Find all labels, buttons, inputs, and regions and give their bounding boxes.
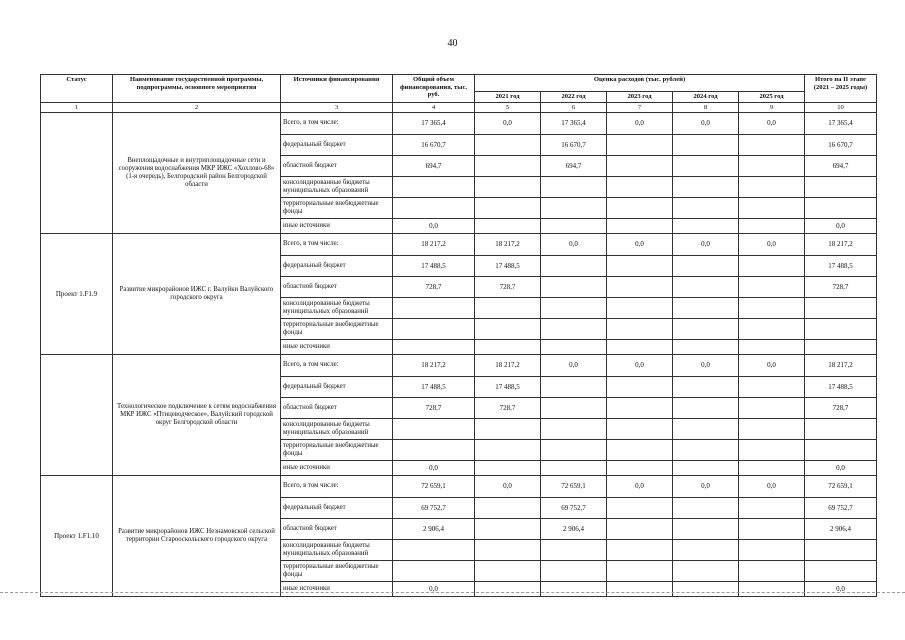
amount-cell bbox=[805, 176, 877, 197]
header-total: Общий объем финансирования, тыс. руб. bbox=[393, 75, 475, 103]
amount-cell: 0,0 bbox=[475, 475, 541, 497]
amount-cell bbox=[607, 339, 673, 354]
amount-cell bbox=[541, 376, 607, 397]
amount-cell bbox=[673, 539, 739, 560]
amount-cell bbox=[739, 276, 805, 297]
amount-cell bbox=[739, 339, 805, 354]
amount-cell bbox=[607, 460, 673, 475]
amount-cell bbox=[673, 255, 739, 276]
amount-cell bbox=[607, 255, 673, 276]
amount-cell bbox=[607, 518, 673, 539]
amount-cell bbox=[673, 176, 739, 197]
amount-cell bbox=[607, 560, 673, 581]
column-number: 4 bbox=[393, 102, 475, 112]
amount-cell bbox=[739, 176, 805, 197]
amount-cell bbox=[673, 155, 739, 176]
amount-cell bbox=[739, 418, 805, 439]
amount-cell: 0,0 bbox=[673, 112, 739, 134]
amount-cell: 728,7 bbox=[393, 276, 475, 297]
amount-cell: 0,0 bbox=[805, 581, 877, 596]
amount-cell bbox=[475, 176, 541, 197]
amount-cell: 0,0 bbox=[673, 475, 739, 497]
amount-cell bbox=[739, 218, 805, 233]
amount-cell bbox=[475, 197, 541, 218]
amount-cell bbox=[541, 460, 607, 475]
amount-cell bbox=[673, 518, 739, 539]
amount-cell bbox=[805, 197, 877, 218]
amount-cell bbox=[475, 497, 541, 518]
amount-cell: 17 365,4 bbox=[541, 112, 607, 134]
program-name-cell: Развитие микрорайонов ИЖС Незнамовской сельской территории Старооскольского городского округа bbox=[113, 475, 281, 596]
page-edge-line bbox=[0, 592, 905, 593]
amount-cell: 0,0 bbox=[541, 354, 607, 376]
header-year: 2025 год bbox=[739, 92, 805, 103]
amount-cell bbox=[541, 218, 607, 233]
amount-cell: 18 217,2 bbox=[475, 354, 541, 376]
amount-cell: 17 488,5 bbox=[393, 376, 475, 397]
header-name: Наименование государственной программы, подпрограммы, основного мероприятия bbox=[113, 75, 281, 103]
amount-cell bbox=[673, 197, 739, 218]
amount-cell: 0,0 bbox=[393, 581, 475, 596]
header-year: 2023 год bbox=[607, 92, 673, 103]
amount-cell: 728,7 bbox=[475, 397, 541, 418]
amount-cell bbox=[393, 560, 475, 581]
amount-cell: 0,0 bbox=[607, 475, 673, 497]
header-year: 2024 год bbox=[673, 92, 739, 103]
amount-cell: 69 752,7 bbox=[805, 497, 877, 518]
amount-cell bbox=[607, 376, 673, 397]
funding-source-cell: территориальные внебюджетные фонды bbox=[281, 318, 393, 339]
amount-cell bbox=[541, 418, 607, 439]
amount-cell bbox=[541, 297, 607, 318]
amount-cell: 17 488,5 bbox=[805, 255, 877, 276]
amount-cell bbox=[673, 497, 739, 518]
amount-cell: 72 659,1 bbox=[541, 475, 607, 497]
amount-cell bbox=[805, 418, 877, 439]
column-number: 3 bbox=[281, 102, 393, 112]
amount-cell bbox=[673, 318, 739, 339]
column-number: 10 bbox=[805, 102, 877, 112]
amount-cell bbox=[607, 397, 673, 418]
table-row bbox=[41, 233, 877, 255]
amount-cell bbox=[739, 560, 805, 581]
program-name-cell: Развитие микрорайонов ИЖС г. Валуйки Валуйского городского округа bbox=[113, 233, 281, 354]
amount-cell: 0,0 bbox=[607, 233, 673, 255]
amount-cell: 17 488,5 bbox=[475, 376, 541, 397]
amount-cell bbox=[673, 397, 739, 418]
amount-cell bbox=[673, 460, 739, 475]
table-row bbox=[41, 354, 877, 376]
amount-cell bbox=[541, 339, 607, 354]
amount-cell bbox=[475, 155, 541, 176]
program-name-cell: Внеплощадочные и внутриплощадочные сети и сооружения водоснабжения МКР ИЖС «Хохлово-68» (1-я очередь), Белгородский район Белгородской области bbox=[113, 112, 281, 233]
funding-source-cell: иные источники bbox=[281, 339, 393, 354]
amount-cell: 72 659,1 bbox=[393, 475, 475, 497]
funding-source-cell: территориальные внебюджетные фонды bbox=[281, 439, 393, 460]
funding-source-cell: федеральный бюджет bbox=[281, 497, 393, 518]
amount-cell: 16 670,7 bbox=[541, 134, 607, 155]
amount-cell: 694,7 bbox=[393, 155, 475, 176]
funding-source-cell: областной бюджет bbox=[281, 276, 393, 297]
amount-cell bbox=[739, 581, 805, 596]
amount-cell bbox=[475, 460, 541, 475]
amount-cell bbox=[673, 376, 739, 397]
amount-cell: 0,0 bbox=[739, 112, 805, 134]
funding-source-cell: федеральный бюджет bbox=[281, 255, 393, 276]
amount-cell bbox=[739, 518, 805, 539]
amount-cell: 16 670,7 bbox=[393, 134, 475, 155]
funding-source-cell: областной бюджет bbox=[281, 397, 393, 418]
status-cell bbox=[41, 354, 113, 475]
status-cell: Проект 1.F1.9 bbox=[41, 233, 113, 354]
amount-cell bbox=[607, 176, 673, 197]
amount-cell bbox=[805, 297, 877, 318]
funding-source-cell: федеральный бюджет bbox=[281, 376, 393, 397]
amount-cell bbox=[475, 297, 541, 318]
budget-table bbox=[40, 74, 877, 597]
amount-cell bbox=[475, 418, 541, 439]
amount-cell bbox=[739, 376, 805, 397]
table-body bbox=[41, 112, 877, 596]
header-status: Статус bbox=[41, 75, 113, 103]
amount-cell bbox=[673, 276, 739, 297]
amount-cell bbox=[607, 218, 673, 233]
amount-cell: 728,7 bbox=[805, 397, 877, 418]
amount-cell: 0,0 bbox=[805, 460, 877, 475]
amount-cell: 0,0 bbox=[739, 475, 805, 497]
funding-source-cell: территориальные внебюджетные фонды bbox=[281, 197, 393, 218]
amount-cell: 0,0 bbox=[739, 354, 805, 376]
amount-cell bbox=[541, 176, 607, 197]
amount-cell bbox=[673, 297, 739, 318]
funding-source-cell: иные источники bbox=[281, 218, 393, 233]
amount-cell: 0,0 bbox=[475, 112, 541, 134]
amount-cell bbox=[607, 539, 673, 560]
amount-cell: 0,0 bbox=[541, 233, 607, 255]
amount-cell bbox=[607, 134, 673, 155]
amount-cell bbox=[739, 460, 805, 475]
funding-source-cell: Всего, в том числе: bbox=[281, 475, 393, 497]
amount-cell: 2 906,4 bbox=[393, 518, 475, 539]
table-row bbox=[41, 475, 877, 497]
amount-cell bbox=[393, 418, 475, 439]
amount-cell bbox=[607, 297, 673, 318]
amount-cell bbox=[475, 581, 541, 596]
amount-cell bbox=[607, 418, 673, 439]
amount-cell: 18 217,2 bbox=[393, 354, 475, 376]
amount-cell: 0,0 bbox=[393, 460, 475, 475]
amount-cell: 694,7 bbox=[805, 155, 877, 176]
column-number: 8 bbox=[673, 102, 739, 112]
amount-cell bbox=[805, 560, 877, 581]
funding-source-cell: Всего, в том числе: bbox=[281, 112, 393, 134]
funding-source-cell: Всего, в том числе: bbox=[281, 233, 393, 255]
funding-source-cell: консолидированные бюджеты муниципальных образований bbox=[281, 539, 393, 560]
amount-cell bbox=[805, 439, 877, 460]
amount-cell bbox=[739, 134, 805, 155]
amount-cell bbox=[607, 276, 673, 297]
amount-cell: 694,7 bbox=[541, 155, 607, 176]
amount-cell bbox=[475, 560, 541, 581]
amount-cell bbox=[475, 539, 541, 560]
amount-cell bbox=[541, 539, 607, 560]
amount-cell: 728,7 bbox=[393, 397, 475, 418]
amount-cell bbox=[673, 418, 739, 439]
funding-source-cell: консолидированные бюджеты муниципальных образований bbox=[281, 297, 393, 318]
amount-cell bbox=[541, 255, 607, 276]
amount-cell: 69 752,7 bbox=[541, 497, 607, 518]
amount-cell bbox=[673, 339, 739, 354]
amount-cell bbox=[673, 218, 739, 233]
table-row bbox=[41, 112, 877, 134]
amount-cell: 728,7 bbox=[475, 276, 541, 297]
amount-cell bbox=[739, 255, 805, 276]
amount-cell bbox=[393, 339, 475, 354]
amount-cell: 17 365,4 bbox=[805, 112, 877, 134]
funding-source-cell: иные источники bbox=[281, 460, 393, 475]
amount-cell bbox=[541, 397, 607, 418]
funding-source-cell: консолидированные бюджеты муниципальных образований bbox=[281, 418, 393, 439]
amount-cell: 17 365,4 bbox=[393, 112, 475, 134]
amount-cell bbox=[673, 439, 739, 460]
header-stage-total: Итого на II этапе (2021 – 2025 годы) bbox=[805, 75, 877, 103]
amount-cell bbox=[739, 497, 805, 518]
amount-cell bbox=[475, 134, 541, 155]
amount-cell bbox=[393, 197, 475, 218]
amount-cell bbox=[541, 581, 607, 596]
amount-cell bbox=[393, 318, 475, 339]
funding-source-cell: областной бюджет bbox=[281, 155, 393, 176]
column-number: 6 bbox=[541, 102, 607, 112]
amount-cell bbox=[739, 397, 805, 418]
column-number: 7 bbox=[607, 102, 673, 112]
amount-cell: 18 217,2 bbox=[393, 233, 475, 255]
amount-cell: 0,0 bbox=[607, 112, 673, 134]
column-number-row bbox=[41, 102, 877, 112]
amount-cell bbox=[805, 339, 877, 354]
funding-source-cell: консолидированные бюджеты муниципальных образований bbox=[281, 176, 393, 197]
amount-cell: 17 488,5 bbox=[393, 255, 475, 276]
amount-cell bbox=[739, 155, 805, 176]
amount-cell bbox=[739, 197, 805, 218]
amount-cell: 72 659,1 bbox=[805, 475, 877, 497]
amount-cell bbox=[673, 560, 739, 581]
amount-cell bbox=[393, 539, 475, 560]
column-number: 1 bbox=[41, 102, 113, 112]
funding-source-cell: федеральный бюджет bbox=[281, 134, 393, 155]
amount-cell: 0,0 bbox=[673, 233, 739, 255]
column-number: 9 bbox=[739, 102, 805, 112]
header-year: 2022 год bbox=[541, 92, 607, 103]
amount-cell bbox=[739, 539, 805, 560]
amount-cell bbox=[541, 439, 607, 460]
amount-cell bbox=[805, 539, 877, 560]
page-number: 40 bbox=[447, 38, 458, 49]
amount-cell bbox=[475, 439, 541, 460]
amount-cell bbox=[541, 560, 607, 581]
amount-cell bbox=[393, 297, 475, 318]
funding-source-cell: областной бюджет bbox=[281, 518, 393, 539]
amount-cell bbox=[393, 176, 475, 197]
amount-cell bbox=[475, 339, 541, 354]
amount-cell bbox=[673, 581, 739, 596]
amount-cell: 0,0 bbox=[739, 233, 805, 255]
amount-cell bbox=[805, 318, 877, 339]
amount-cell: 18 217,2 bbox=[805, 233, 877, 255]
amount-cell bbox=[607, 155, 673, 176]
header-estimate: Оценка расходов (тыс. рублей) bbox=[475, 75, 805, 92]
header-sources: Источники финансирования bbox=[281, 75, 393, 103]
column-number: 5 bbox=[475, 102, 541, 112]
amount-cell: 0,0 bbox=[393, 218, 475, 233]
funding-source-cell: иные источники bbox=[281, 581, 393, 596]
program-name-cell: Технологическое подключение к сетям водоснабжения МКР ИЖС «Птицеводческое», Валуйский городской округ Белгородской области bbox=[113, 354, 281, 475]
amount-cell: 728,7 bbox=[805, 276, 877, 297]
status-cell: Проект 1.F1.10 bbox=[41, 475, 113, 596]
amount-cell: 69 752,7 bbox=[393, 497, 475, 518]
amount-cell bbox=[607, 318, 673, 339]
amount-cell: 18 217,2 bbox=[805, 354, 877, 376]
funding-source-cell: территориальные внебюджетные фонды bbox=[281, 560, 393, 581]
amount-cell: 0,0 bbox=[673, 354, 739, 376]
amount-cell: 2 906,4 bbox=[805, 518, 877, 539]
amount-cell bbox=[541, 276, 607, 297]
status-cell bbox=[41, 112, 113, 233]
amount-cell bbox=[607, 439, 673, 460]
amount-cell: 16 670,7 bbox=[805, 134, 877, 155]
amount-cell bbox=[475, 318, 541, 339]
funding-source-cell: Всего, в том числе: bbox=[281, 354, 393, 376]
amount-cell: 0,0 bbox=[805, 218, 877, 233]
amount-cell: 17 488,5 bbox=[475, 255, 541, 276]
amount-cell bbox=[607, 197, 673, 218]
amount-cell: 17 488,5 bbox=[805, 376, 877, 397]
amount-cell: 18 217,2 bbox=[475, 233, 541, 255]
amount-cell bbox=[607, 497, 673, 518]
amount-cell bbox=[475, 218, 541, 233]
column-number: 2 bbox=[113, 102, 281, 112]
amount-cell: 0,0 bbox=[607, 354, 673, 376]
amount-cell bbox=[541, 197, 607, 218]
amount-cell bbox=[673, 134, 739, 155]
amount-cell bbox=[475, 518, 541, 539]
amount-cell: 2 906,4 bbox=[541, 518, 607, 539]
amount-cell bbox=[739, 297, 805, 318]
amount-cell bbox=[739, 439, 805, 460]
amount-cell bbox=[739, 318, 805, 339]
amount-cell bbox=[541, 318, 607, 339]
amount-cell bbox=[393, 439, 475, 460]
amount-cell bbox=[607, 581, 673, 596]
header-year: 2021 год bbox=[475, 92, 541, 103]
